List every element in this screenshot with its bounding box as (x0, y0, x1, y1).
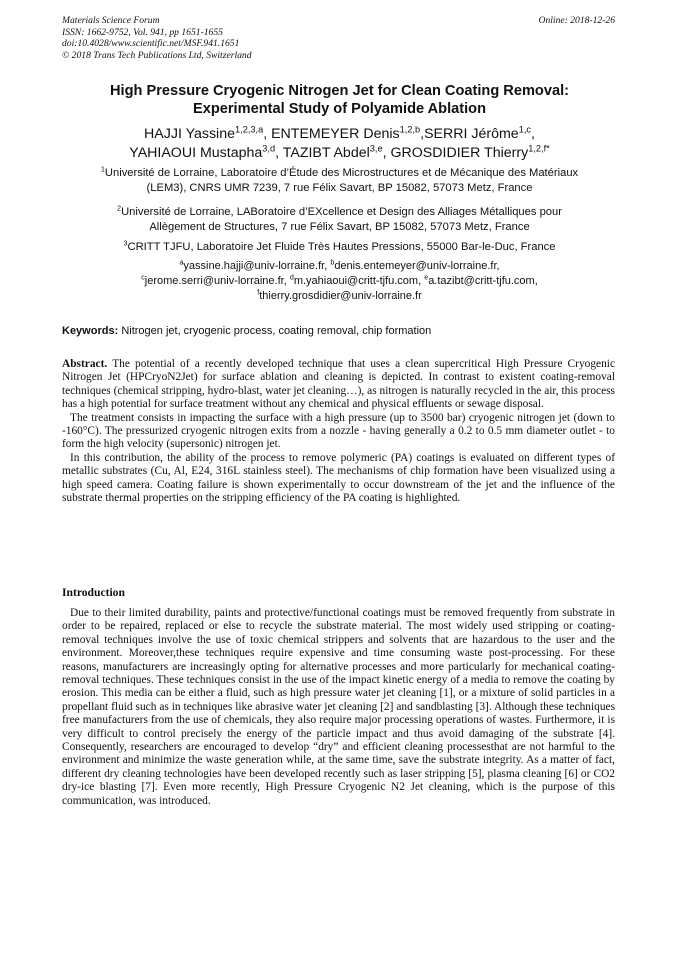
affiliation-sup: 3 (123, 238, 128, 248)
author-line-2: YAHIAOUI Mustapha$^{3,d}$, TAZIBT Abdel$^{3,e}$, GROSDIDIER Thierry$^{1,2,f*}$ (129, 143, 550, 161)
affiliation-text: CRITT TJFU, Laboratoire Jet Fluide Très Hautes Pressions, 55000 Bar-le-Duc, France (127, 241, 556, 253)
affiliation-1 (82, 166, 597, 196)
issn-line: ISSN: 1662-9752, Vol. 941, pp 1651-1655 (62, 26, 223, 38)
journal-name: Materials Science Forum (62, 15, 160, 26)
affiliation-2 (82, 205, 597, 235)
title-line-2: Experimental Study of Polyamide Ablation (192, 101, 486, 117)
email-list (82, 259, 597, 303)
affiliation-text: Université de Lorraine, LABoratoire d’EXcellence et Design des Alliages Métalliques pour (121, 206, 562, 218)
email-link[interactable]: m.yahiaoui@critt-tjfu.com, (293, 274, 422, 287)
author-sup: 1,2,3,a (235, 124, 264, 135)
email-link[interactable]: a.tazibt@critt-tjfu.com, (428, 274, 538, 287)
email-link[interactable]: denis.entemeyer@univ-lorraine.fr, (334, 260, 500, 272)
author-name: ENTEMEYER Denis (271, 126, 400, 142)
author-name: GROSDIDIER Thierry (390, 145, 529, 161)
affiliation-3 (82, 240, 597, 255)
affiliation-text: (LEM3), CNRS UMR 7239, 7 rue Félix Savart, BP 15082, 57073 Metz, France (146, 182, 533, 194)
email-link[interactable]: jerome.serri@univ-lorraine.fr, (144, 274, 287, 287)
author-name: SERRI Jérôme (424, 126, 519, 142)
abstract-paragraph-1: The potential of a recently developed technique that uses a clean supercritical High Pressure Cryogenic Nitrogen Jet (HPCryoN2Jet) for surface ablation and cleaning is depicted. In contrast to existent coating-removal techniques (chemical stripping, hydro-blast, water jet cleaning…), as nitrogen is naturally recycled in the air, this process has a high potential for surface treatment without any chemical and physical effluents or sewage disposal. (62, 358, 615, 411)
introduction (62, 607, 615, 808)
author-name: YAHIAOUI Mustapha (129, 145, 263, 161)
keywords-label: Keywords: (62, 325, 119, 337)
affiliation-sup: 2 (117, 203, 122, 213)
affiliation-sup: 1 (100, 164, 105, 174)
email-line-3: $^f$thierry.grosdidier@univ-lorraine.fr (257, 287, 422, 302)
abstract-paragraph-3: In this contribution, the ability of the process to remove polymeric (PA) coatings is evaluated on different types of metallic substrates (Cu, Al, E24, 316L stainless steel). The mechanisms of chip formation have been visualized using a high speed camera. Coating failure is shown experimentally to occur downstream of the jet and the influence of the substrate thermal properties on the stripping efficiency of the PA coating is highlighted. (62, 451, 615, 505)
copyright-line: © 2018 Trans Tech Publications Ltd, Switzerland (62, 49, 252, 61)
title-line-1: High Pressure Cryogenic Nitrogen Jet for Clean Coating Removal: (110, 83, 569, 99)
author-sup: 3,e (369, 143, 383, 154)
journal-header (62, 15, 252, 61)
author-list (62, 125, 617, 163)
author-name: TAZIBT Abdel (282, 145, 370, 161)
affiliation-text: Allègement de Structures, 7 rue Félix Savart, BP 15082, 57073 Metz, France (149, 221, 530, 233)
email-line-1: $^a$yassine.hajji@univ-lorraine.fr, $^b$denis.entemeyer@univ-lorraine.fr, (179, 258, 500, 272)
introduction-heading: Introduction (62, 586, 125, 599)
email-link[interactable]: yassine.hajji@univ-lorraine.fr, (183, 260, 328, 272)
paper-title (62, 82, 617, 118)
abstract-label: Abstract. (62, 358, 108, 370)
author-sup: 3,d (262, 143, 276, 154)
email-line-2: $^c$jerome.serri@univ-lorraine.fr, $^d$m.yahiaoui@critt-tjfu.com, $^e$a.tazibt@critt-tjfu.com, (141, 273, 538, 287)
doi-line: doi:10.4028/www.scientific.net/MSF.941.1651 (62, 38, 240, 49)
author-sup: 1,2,b (399, 124, 421, 135)
keywords (62, 325, 431, 337)
author-sup: 1,2,f* (528, 143, 550, 154)
abstract-paragraph-2: The treatment consists in impacting the surface with a high pressure (up to 3500 bar) cryogenic nitrogen jet (down to -160°C). The pressurized cryogenic nitrogen exits from a nozzle - having generally a 0.2 to 0.5 mm diameter outlet - to form the high velocity (supersonic) nitrogen jet. (62, 411, 615, 451)
author-line-1: HAJJI Yassine$^{1,2,3,a}$, ENTEMEYER Denis$^{1,2,b}$,SERRI Jérôme$^{1,c}$, (144, 124, 535, 142)
author-sup: 1,c (518, 124, 531, 135)
email-link[interactable]: thierry.grosdidier@univ-lorraine.fr (259, 289, 422, 302)
keywords-text: Nitrogen jet, cryogenic process, coating removal, chip formation (121, 325, 432, 337)
author-name: HAJJI Yassine (144, 126, 235, 142)
abstract (62, 358, 615, 505)
affiliation-text: Université de Lorraine, Laboratoire d’Étude des Microstructures et de Mécanique des Matériaux (104, 167, 579, 179)
online-date: Online: 2018-12-26 (538, 15, 615, 26)
introduction-paragraph-1: Due to their limited durability, paints and protective/functional coatings must be removed frequently from substrate in order to be repaired, replaced or else to recycle the substrate material. The most widely used stripping or coating-removal techniques involve the use of toxic chemical strippers and solvents that are hazardous to the user and the environment. Moreover,these techniques require expensive and time consuming waste post-processing. For these reasons, manufacturers are increasingly opting for alternative processes and more particularly for mechanical coating-removal techniques. These techniques consist in the use of the impact kinetic energy of a media to remove the coating by erosion. This media can be either a fluid, such as high pressure water jet cleaning [1], or a mixture of solid particles in a propellant fluid such as in techniques like abrasive water jet cleaning [2] and sandblasting [3]. Although these techniques free manufacturers from the use of chemicals, they also require major processing operations of wastes. Furthermore, it is very difficult to control precisely the energy of the particle impact and thus avoid damaging of the substrate [4]. Consequently, researchers are encouraged to develop “dry” and efficient cleaning processesthat are not harmful to the environment and minimize the waste generation while, at the same time, save the substrate integrity. As a matter of fact, different dry cleaning technologies have been developed recently such as laser stripping [5], plasma cleaning [6] or CO2 dry-ice blasting [7]. Even more recently, High Pressure Cryogenic N2 Jet cleaning, which is the purpose of this communication, was introduced. (62, 607, 615, 807)
